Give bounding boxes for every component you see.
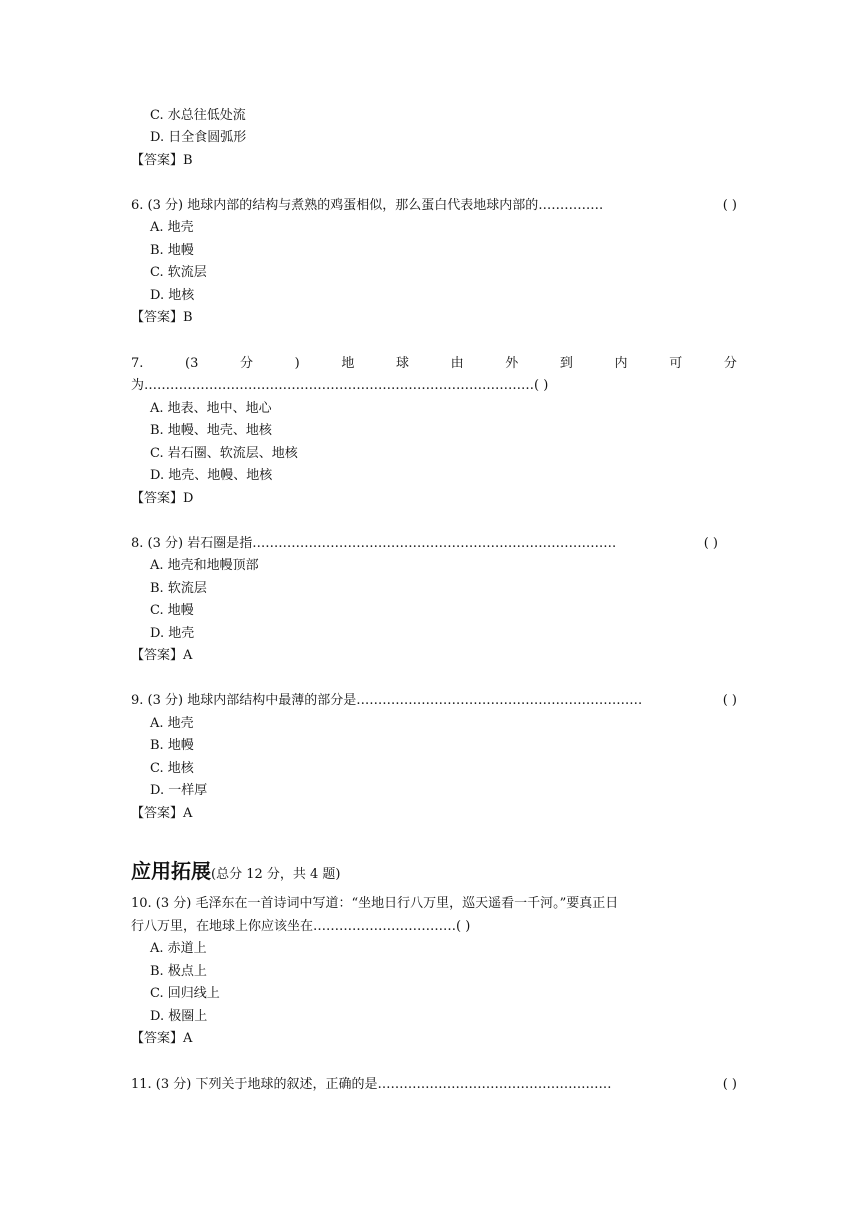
q9-text: 9. (3 分) 地球内部结构中最薄的部分是………………………………………………………… — [131, 693, 643, 708]
q7-word: ) — [294, 356, 300, 371]
q6-option-d: D. 地核 — [150, 288, 195, 303]
q6-paren: ( ) — [722, 198, 737, 213]
q9-answer: 【答案】A — [131, 806, 193, 821]
section-heading — [131, 858, 341, 884]
q5-answer: 【答案】B — [131, 153, 193, 168]
q10-line2: 行八万里，在地球上你应该坐在……………………………( ) — [131, 919, 471, 934]
q10-option-c: C. 回归线上 — [150, 986, 220, 1001]
q7-word: 外 — [505, 356, 519, 371]
q5-option-d: D. 日全食圆弧形 — [150, 130, 247, 145]
q8-answer: 【答案】A — [131, 648, 193, 663]
q9-option-d: D. 一样厚 — [150, 783, 208, 798]
q7-option-c: C. 岩石圈、软流层、地核 — [150, 446, 298, 461]
q7-word: 内 — [614, 356, 628, 371]
q8-option-d: D. 地壳 — [150, 626, 195, 641]
q10-option-b: B. 极点上 — [150, 964, 207, 979]
q8-option-a: A. 地壳和地幔顶部 — [150, 558, 259, 573]
q7-option-a: A. 地表、地中、地心 — [150, 401, 272, 416]
q6-option-c: C. 软流层 — [150, 265, 207, 280]
q10-line1: 10. (3 分) 毛泽东在一首诗词中写道：“坐地日行八万里，巡天遥看一千河。”要真正日 — [131, 896, 619, 911]
q8-paren: ( ) — [703, 536, 718, 551]
q7-word: 分 — [723, 356, 737, 371]
q11-paren: ( ) — [722, 1077, 737, 1092]
q9-option-a: A. 地壳 — [150, 716, 194, 731]
q6-option-a: A. 地壳 — [150, 220, 194, 235]
q7-word: 分 — [240, 356, 254, 371]
q8-option-b: B. 软流层 — [150, 581, 207, 596]
q5-option-c: C. 水总往低处流 — [150, 108, 246, 123]
q7-word: (3 — [185, 356, 199, 371]
section-title: 应用拓展 — [131, 859, 211, 883]
q10-option-a: A. 赤道上 — [150, 941, 207, 956]
q7-answer: 【答案】D — [131, 491, 194, 506]
q10-option-d: D. 极圈上 — [150, 1009, 208, 1024]
q9-option-c: C. 地核 — [150, 761, 194, 776]
q7-option-b: B. 地幔、地壳、地核 — [150, 423, 272, 438]
q8-text: 8. (3 分) 岩石圈是指………………………………………………………………………… — [131, 536, 617, 551]
q6-text: 6. (3 分) 地球内部的结构与煮熟的鸡蛋相似，那么蛋白代表地球内部的…………… — [131, 198, 604, 213]
q11-text: 11. (3 分) 下列关于地球的叙述，正确的是……………………………………………… — [131, 1077, 612, 1092]
q7-word: 可 — [669, 356, 683, 371]
q7-line1 — [131, 355, 737, 373]
q6-answer: 【答案】B — [131, 310, 193, 325]
q7-word: 球 — [395, 356, 409, 371]
q7-word: 由 — [450, 356, 464, 371]
q7-word: 7. — [131, 356, 144, 371]
section-subtitle: (总分 12 分，共 4 题) — [211, 867, 341, 882]
q6-option-b: B. 地幔 — [150, 243, 194, 258]
q7-line2: 为………………………………………………………………………………( ) — [131, 378, 549, 393]
q8-option-c: C. 地幔 — [150, 603, 194, 618]
q9-option-b: B. 地幔 — [150, 738, 194, 753]
q10-answer: 【答案】A — [131, 1031, 193, 1046]
q7-option-d: D. 地壳、地幔、地核 — [150, 468, 273, 483]
q9-paren: ( ) — [722, 693, 737, 708]
q7-word: 地 — [341, 356, 355, 371]
q7-word: 到 — [559, 356, 573, 371]
